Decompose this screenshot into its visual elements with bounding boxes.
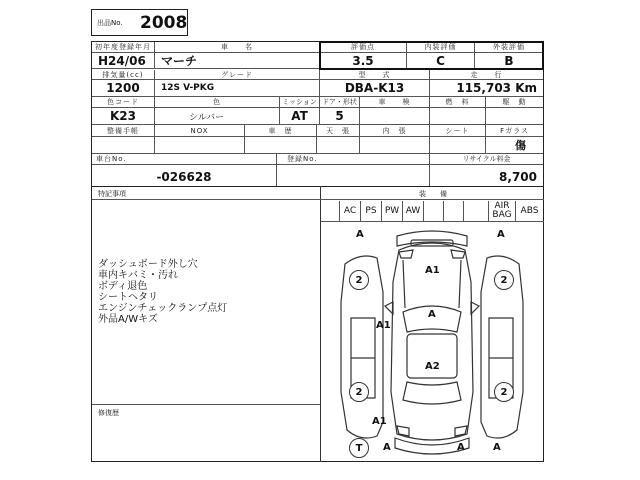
lot-number-box	[91, 9, 188, 36]
equipment-label: 装 備	[419, 190, 447, 198]
front-bumper-outline	[397, 231, 467, 246]
equipment-cell	[444, 201, 464, 221]
car-name-label: 車 名	[155, 42, 320, 53]
model-value: DBA-K13	[320, 80, 430, 97]
mark-front-right: A	[497, 229, 505, 240]
score-value: 3.5	[320, 53, 407, 69]
headlights	[399, 250, 465, 258]
mark-front-left: A	[356, 229, 364, 240]
windshield-value: 傷	[486, 137, 543, 154]
mark-rear-a-left: A	[383, 442, 391, 453]
color-value: シルバー	[155, 108, 280, 125]
sunroof-value	[317, 137, 360, 154]
equipment-airbag: AIR BAG	[489, 201, 516, 221]
drive-label: 駆 動	[486, 97, 543, 108]
equipment-pw: PW	[382, 201, 403, 221]
equipment-cell	[424, 201, 444, 221]
sunroof-label: 天 張	[317, 125, 360, 137]
mark-fr-wheel-text: 2	[500, 274, 508, 286]
grade-frame	[319, 41, 544, 70]
repair-history-label: 修復歴	[98, 409, 119, 417]
mark-rear-a-far: A	[493, 442, 501, 453]
color-code-label: 色コード	[92, 97, 155, 108]
windshield-label: Fガラス	[486, 125, 543, 137]
exterior-grade-label: 外装評価	[475, 42, 543, 53]
year-value: H24/06	[92, 53, 155, 69]
note-line: ダッシュボード外し穴	[98, 259, 198, 270]
fuel-value	[430, 108, 486, 125]
recycle-fee-label: リサイクル料金	[430, 154, 543, 165]
rear-window-outline	[403, 382, 461, 404]
note-line: 外品A/Wキズ	[98, 314, 158, 325]
chassis-value: -026628	[92, 165, 277, 188]
equipment-ac: AC	[340, 201, 361, 221]
mark-rear-tire-text: T	[355, 442, 363, 454]
nox-label: NOX	[155, 125, 245, 137]
score-label: 評価点	[320, 42, 407, 53]
interior-grade-label: 内装評価	[407, 42, 475, 53]
car-damage-diagram	[321, 222, 543, 462]
displacement-value: 1200	[92, 80, 155, 97]
lot-number-label: 出品No.	[97, 19, 123, 27]
note-line: エンジンチェックランプ点灯	[98, 303, 228, 314]
lot-number-value: 2008	[140, 13, 188, 33]
mark-rr-wheel	[494, 382, 514, 402]
mark-roof: A	[428, 309, 436, 320]
car-name-value: マーチ	[155, 53, 320, 69]
registration-label: 登録No.	[277, 154, 430, 165]
recycle-fee-value: 8,700	[499, 169, 537, 184]
equipment-abs: ABS	[520, 205, 539, 216]
registration-value	[277, 165, 430, 188]
displacement-label: 排気量(cc)	[92, 70, 155, 80]
seat-value	[430, 137, 486, 154]
year-label: 初年度登録年月	[92, 42, 155, 53]
notes-label: 特記事項	[98, 190, 126, 198]
fuel-label: 燃 料	[430, 97, 486, 108]
history-value	[245, 137, 317, 154]
note-line: シートヘタリ	[98, 292, 158, 303]
mark-rear-a-right: A	[457, 442, 465, 453]
manual-value	[92, 137, 155, 154]
exterior-grade-value: B	[475, 53, 543, 69]
chassis-label: 車台No.	[92, 154, 277, 165]
mark-left-side: A1	[376, 320, 391, 331]
mileage-label: 走 行	[430, 70, 543, 80]
note-line: 車内キバミ・汚れ	[98, 270, 178, 281]
color-label: 色	[155, 97, 280, 108]
manual-label: 整備手帳	[92, 125, 155, 137]
mark-rear-left: A1	[372, 416, 387, 427]
mark-fl-wheel	[349, 270, 369, 290]
equipment-ps: PS	[361, 201, 382, 221]
interior-lining-value	[360, 137, 430, 154]
model-label: 型 式	[320, 70, 430, 80]
doors-value: 5	[320, 108, 360, 125]
mark-roof-rear: A2	[425, 361, 440, 372]
mark-rl-wheel	[349, 382, 369, 402]
note-line: ボディ退色	[98, 281, 148, 292]
mark-rear-tire	[349, 438, 369, 458]
interior-lining-label: 内 張	[360, 125, 430, 137]
inspection-label: 車 検	[360, 97, 430, 108]
grade-label: グレード	[155, 70, 320, 80]
interior-grade-value: C	[407, 53, 475, 69]
mark-hood: A1	[425, 265, 440, 276]
transmission-label: ミッション	[280, 97, 320, 108]
mark-rr-wheel-text: 2	[500, 386, 508, 398]
equipment-aw: AW	[403, 201, 424, 221]
seat-label: シート	[430, 125, 486, 137]
tail-lights	[397, 426, 467, 436]
inspection-value	[360, 108, 430, 125]
mileage-value: 115,703 Km	[430, 80, 543, 97]
history-label: 車 歴	[245, 125, 317, 137]
grade-value: 12S V-PKG	[155, 80, 320, 97]
nox-value	[155, 137, 245, 154]
doors-label: ドア・形状	[320, 97, 360, 108]
transmission-value: AT	[280, 108, 320, 125]
equipment-cell	[464, 201, 489, 221]
drive-value	[486, 108, 543, 125]
mark-rl-wheel-text: 2	[355, 386, 363, 398]
header-rule	[92, 199, 544, 200]
repair-rule	[92, 404, 320, 405]
mark-fl-wheel-text: 2	[355, 274, 363, 286]
mark-fr-wheel	[494, 270, 514, 290]
color-code-value: K23	[92, 108, 155, 125]
equipment-cell	[321, 201, 340, 221]
